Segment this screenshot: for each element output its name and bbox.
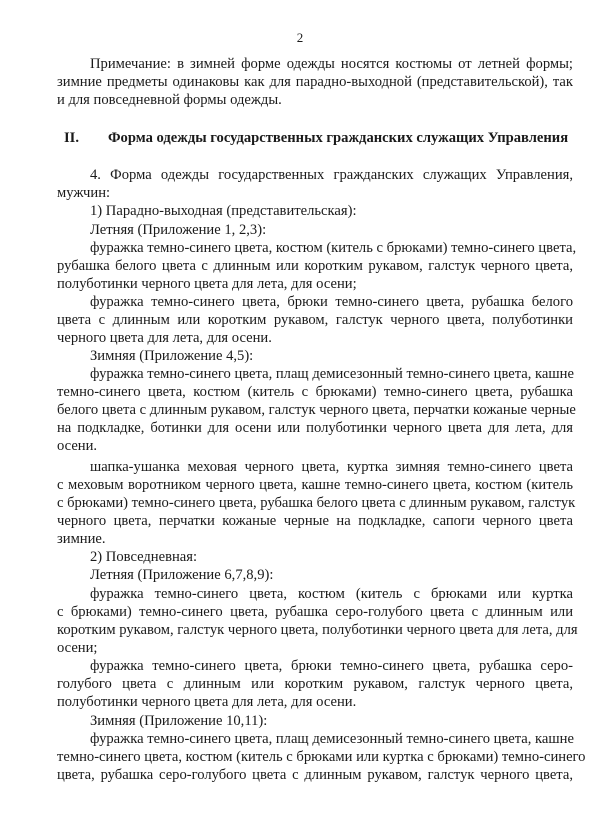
text-line: фуражка темно-синего цвета, костюм (китель с брюками или куртка	[90, 586, 573, 602]
text-line: с меховым воротником черного цвета, кашне темно-синего цвета, костюм (китель	[57, 477, 573, 493]
text-line: темно-синего цвета, костюм (китель с брюками) темно-синего цвета, рубашка	[57, 384, 573, 400]
text-line: осени.	[57, 438, 98, 454]
note-line: зимние предметы одинаковы как для парадно-выходной (представительской), так	[57, 74, 573, 90]
text-line: зимние.	[57, 531, 106, 547]
text-line: фуражка темно-синего цвета, плащ демисезонный темно-синего цвета, кашне	[90, 366, 574, 382]
text-line: 2) Повседневная:	[90, 549, 198, 565]
text-line: фуражка темно-синего цвета, костюм (китель с брюками) темно-синего цвета,	[90, 240, 577, 256]
text-line: рубашка белого цвета с длинным или коротким рукавом, галстук черного цвета,	[57, 258, 573, 274]
note-line: Примечание: в зимней форме одежды носятся костюмы от летней формы;	[90, 56, 573, 72]
text-line: с брюками) темно-синего цвета, рубашка белого цвета с длинным рукавом, галстук	[57, 495, 576, 511]
text-line: черного цвета для лета, для осени.	[57, 330, 272, 346]
text-line: Летняя (Приложение 1, 2,3):	[90, 222, 267, 238]
text-line: шапка-ушанка меховая черного цвета, куртка зимняя темно-синего цвета	[90, 459, 573, 475]
text-line: фуражка темно-синего цвета, брюки темно-синего цвета, рубашка серо-	[90, 658, 573, 674]
text-line: полуботинки черного цвета для лета, для осени.	[57, 694, 357, 710]
note-line: и для повседневной формы одежды.	[57, 92, 282, 108]
text-line: мужчин:	[57, 185, 111, 201]
text-line: Зимняя (Приложение 10,11):	[90, 713, 268, 729]
text-line: белого цвета с длинным рукавом, галстук черного цвета, перчатки кожаные черные	[57, 402, 576, 418]
text-line: 4. Форма одежды государственных гражданских служащих Управления,	[90, 167, 573, 183]
section-number: II.	[64, 130, 80, 146]
text-line: темно-синего цвета, костюм (китель с брюками или куртка с брюками) темно-синего	[57, 749, 586, 765]
text-line: черного цвета, перчатки кожаные черные на подкладке, сапоги черного цвета	[57, 513, 573, 529]
text-line: 1) Парадно-выходная (представительская):	[90, 203, 357, 219]
page-number: 2	[296, 30, 304, 45]
text-line: на подкладке, ботинки для осени или полуботинки черного цвета для лета, для	[57, 420, 573, 436]
text-line: фуражка темно-синего цвета, брюки темно-синего цвета, рубашка белого	[90, 294, 573, 310]
text-line: фуражка темно-синего цвета, плащ демисезонный темно-синего цвета, кашне	[90, 731, 574, 747]
text-line: с брюками) темно-синего цвета, рубашка серо-голубого цвета с длинным или	[57, 604, 573, 620]
text-line: коротким рукавом, галстук черного цвета, полуботинки черного цвета для лета, для	[57, 622, 578, 638]
text-line: осени;	[57, 640, 98, 656]
text-line: цвета, рубашка серо-голубого цвета с длинным рукавом, галстук черного цвета,	[57, 767, 573, 783]
text-line: цвета с длинным или коротким рукавом, галстук черного цвета, полуботинки	[57, 312, 573, 328]
section-title: Форма одежды государственных гражданских служащих Управления	[108, 130, 569, 146]
text-line: Зимняя (Приложение 4,5):	[90, 348, 254, 364]
text-line: голубого цвета с длинным или коротким рукавом, галстук черного цвета,	[57, 676, 573, 692]
text-line: Летняя (Приложение 6,7,8,9):	[90, 567, 274, 583]
text-line: полуботинки черного цвета для лета, для осени;	[57, 276, 357, 292]
